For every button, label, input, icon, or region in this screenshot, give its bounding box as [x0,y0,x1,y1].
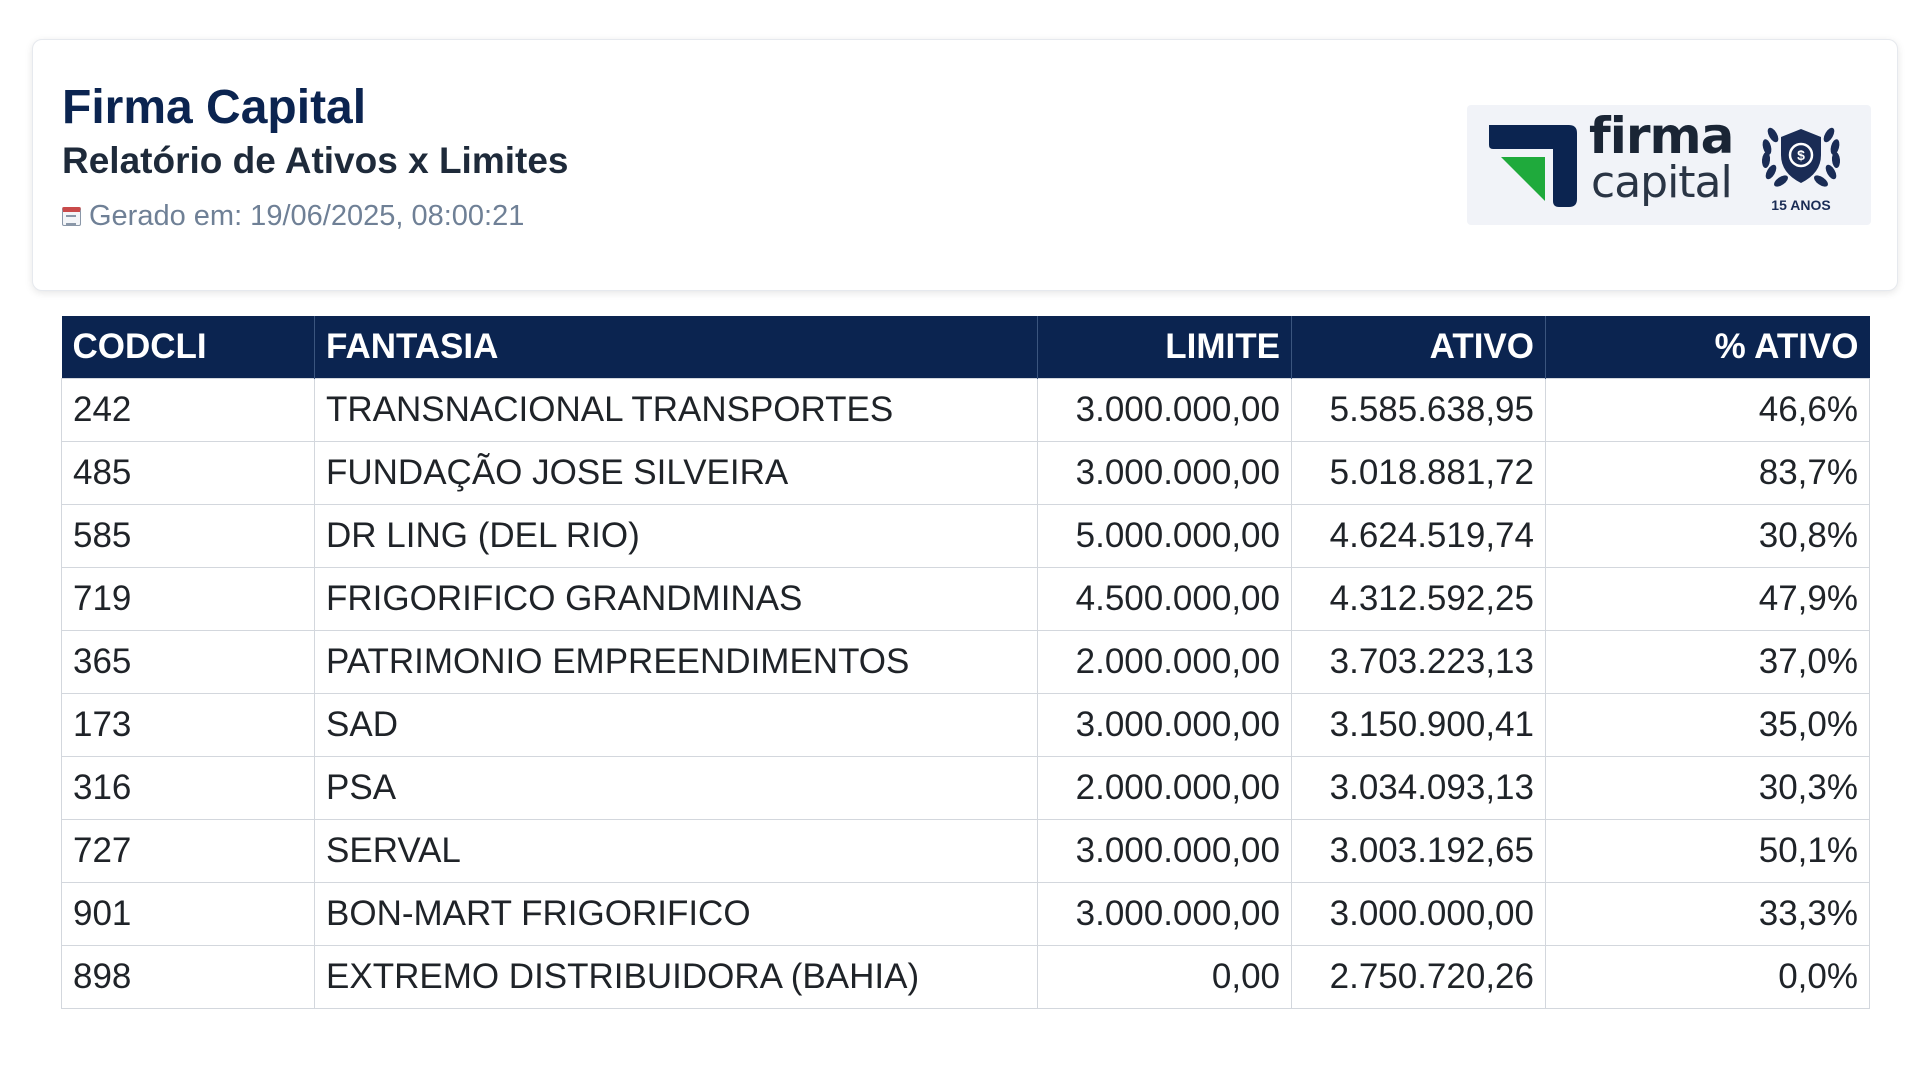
cell-limite: 5.000.000,00 [1038,504,1292,567]
cell-fantasia: FUNDAÇÃO JOSE SILVEIRA [315,441,1038,504]
cell-fantasia: FRIGORIFICO GRANDMINAS [315,567,1038,630]
logo-word-capital: capital [1591,157,1732,208]
cell-ativo: 5.018.881,72 [1292,441,1546,504]
cell-percent-ativo: 30,8% [1546,504,1870,567]
cell-limite: 4.500.000,00 [1038,567,1292,630]
table-row [62,567,1870,630]
cell-fantasia: PATRIMONIO EMPREENDIMENTOS [315,630,1038,693]
cell-ativo: 4.312.592,25 [1292,567,1546,630]
generated-timestamp [62,200,524,233]
table-header-row [62,316,1870,378]
cell-limite: 3.000.000,00 [1038,819,1292,882]
cell-fantasia: SERVAL [315,819,1038,882]
table-row [62,504,1870,567]
cell-codcli: 719 [62,567,315,630]
svg-text:$: $ [1797,147,1805,163]
cell-ativo: 5.585.638,95 [1292,378,1546,441]
cell-codcli: 365 [62,630,315,693]
cell-ativo: 3.003.192,65 [1292,819,1546,882]
logo-word-firma: firma [1589,107,1734,165]
cell-ativo: 3.000.000,00 [1292,882,1546,945]
badge-label: 15 ANOS [1771,197,1831,213]
table-row [62,756,1870,819]
cell-ativo: 4.624.519,74 [1292,504,1546,567]
cell-percent-ativo: 37,0% [1546,630,1870,693]
cell-ativo: 3.703.223,13 [1292,630,1546,693]
cell-percent-ativo: 33,3% [1546,882,1870,945]
cell-fantasia: EXTREMO DISTRIBUIDORA (BAHIA) [315,945,1038,1008]
page-title: Firma Capital [62,81,367,134]
company-logo [1467,105,1871,225]
table-row [62,693,1870,756]
table-row [62,630,1870,693]
col-header-ativo[interactable]: ATIVO [1292,316,1546,378]
cell-codcli: 901 [62,882,315,945]
table-row [62,945,1870,1008]
assets-limits-table [61,316,1870,1009]
cell-percent-ativo: 46,6% [1546,378,1870,441]
cell-fantasia: BON-MART FRIGORIFICO [315,882,1038,945]
report-subtitle: Relatório de Ativos x Limites [62,140,569,181]
cell-codcli: 485 [62,441,315,504]
cell-codcli: 173 [62,693,315,756]
cell-limite: 3.000.000,00 [1038,441,1292,504]
table-row [62,378,1870,441]
cell-limite: 0,00 [1038,945,1292,1008]
cell-percent-ativo: 0,0% [1546,945,1870,1008]
header-card [32,39,1898,291]
cell-limite: 3.000.000,00 [1038,378,1292,441]
cell-percent-ativo: 35,0% [1546,693,1870,756]
cell-ativo: 3.034.093,13 [1292,756,1546,819]
col-header-percent-ativo[interactable]: % ATIVO [1546,316,1870,378]
cell-limite: 2.000.000,00 [1038,630,1292,693]
cell-fantasia: DR LING (DEL RIO) [315,504,1038,567]
cell-limite: 3.000.000,00 [1038,693,1292,756]
logo-mark-icon [1485,117,1581,213]
table-row [62,441,1870,504]
cell-fantasia: PSA [315,756,1038,819]
cell-codcli: 242 [62,378,315,441]
cell-percent-ativo: 83,7% [1546,441,1870,504]
laurel-shield-icon [1751,115,1851,199]
table-row [62,882,1870,945]
cell-fantasia: SAD [315,693,1038,756]
cell-ativo: 3.150.900,41 [1292,693,1546,756]
cell-ativo: 2.750.720,26 [1292,945,1546,1008]
generated-label: Gerado em: 19/06/2025, 08:00:21 [89,200,525,232]
cell-fantasia: TRANSNACIONAL TRANSPORTES [315,378,1038,441]
cell-codcli: 727 [62,819,315,882]
table-row [62,819,1870,882]
col-header-fantasia[interactable]: FANTASIA [315,316,1038,378]
cell-codcli: 898 [62,945,315,1008]
cell-codcli: 316 [62,756,315,819]
anniversary-badge [1751,115,1851,219]
cell-percent-ativo: 50,1% [1546,819,1870,882]
cell-limite: 2.000.000,00 [1038,756,1292,819]
calendar-icon [62,207,81,226]
col-header-codcli[interactable]: CODCLI [62,316,315,378]
cell-percent-ativo: 30,3% [1546,756,1870,819]
cell-codcli: 585 [62,504,315,567]
cell-limite: 3.000.000,00 [1038,882,1292,945]
cell-percent-ativo: 47,9% [1546,567,1870,630]
col-header-limite[interactable]: LIMITE [1038,316,1292,378]
